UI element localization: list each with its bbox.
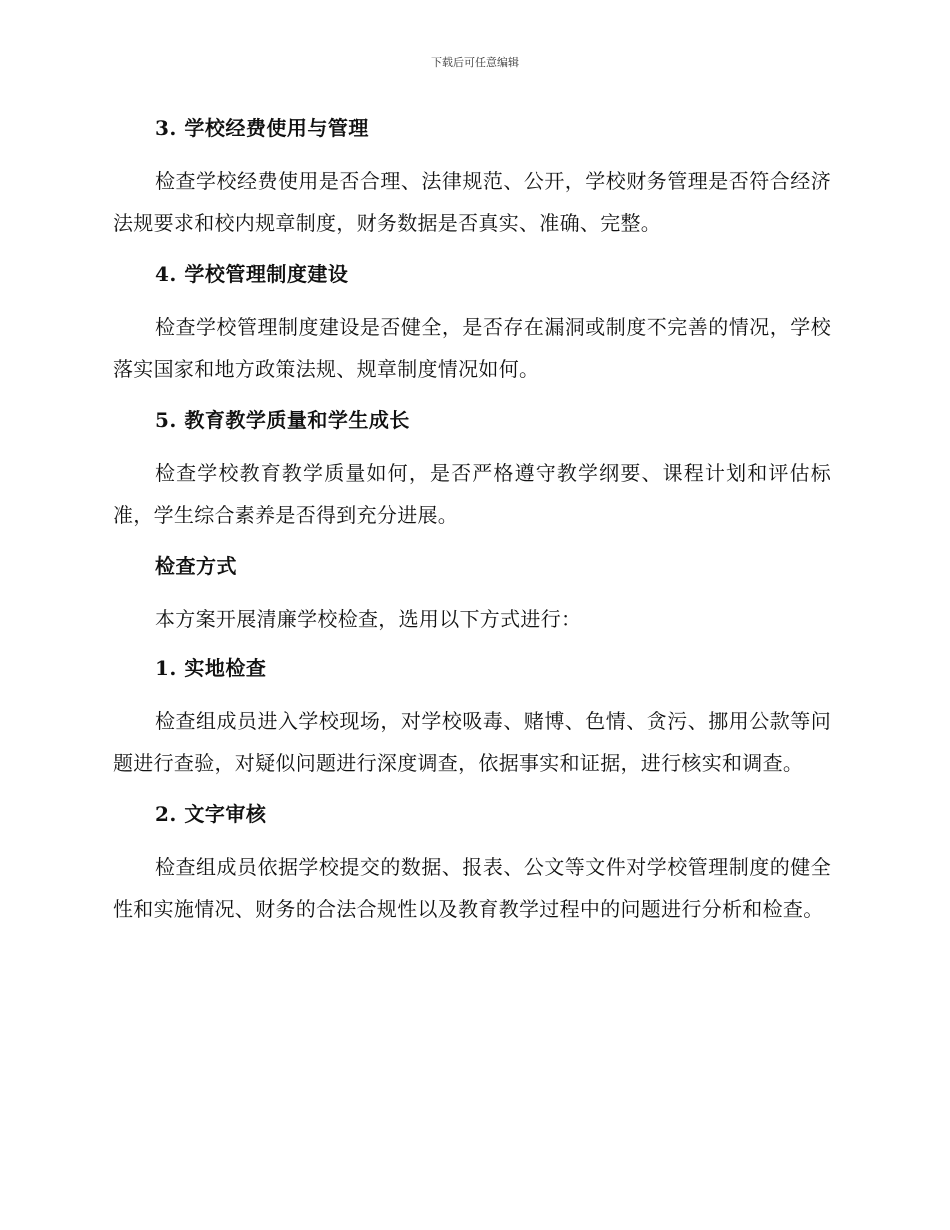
section-heading: 4. 学校管理制度建设 — [155, 262, 349, 286]
section-heading: 5. 教育教学质量和学生成长 — [155, 408, 410, 432]
document-body — [113, 108, 831, 940]
section-heading: 检查方式 — [155, 554, 237, 578]
section-paragraph: 检查学校经费使用是否合理、法律规范、公开，学校财务管理是否符合经济法规要求和校内规章制度，财务数据是否真实、准确、完整。 — [113, 169, 831, 235]
section-paragraph: 检查组成员依据学校提交的数据、报表、公文等文件对学校管理制度的健全性和实施情况、财务的合法合规性以及教育教学过程中的问题进行分析和检查。 — [113, 855, 831, 921]
section-heading: 1. 实地检查 — [155, 656, 267, 680]
section-paragraph: 本方案开展清廉学校检查，选用以下方式进行： — [155, 607, 582, 631]
header-note: 下载后可任意编辑 — [431, 56, 519, 69]
section-paragraph: 检查学校管理制度建设是否健全，是否存在漏洞或制度不完善的情况，学校落实国家和地方政策法规、规章制度情况如何。 — [113, 315, 831, 381]
section-paragraph: 检查组成员进入学校现场，对学校吸毒、赌博、色情、贪污、挪用公款等问题进行查验，对疑似问题进行深度调查，依据事实和证据，进行核实和调查。 — [113, 709, 831, 775]
section-heading: 2. 文字审核 — [155, 802, 267, 826]
section-paragraph: 检查学校教育教学质量如何，是否严格遵守教学纲要、课程计划和评估标准，学生综合素养是否得到充分进展。 — [113, 461, 831, 527]
section-heading: 3. 学校经费使用与管理 — [155, 116, 369, 140]
